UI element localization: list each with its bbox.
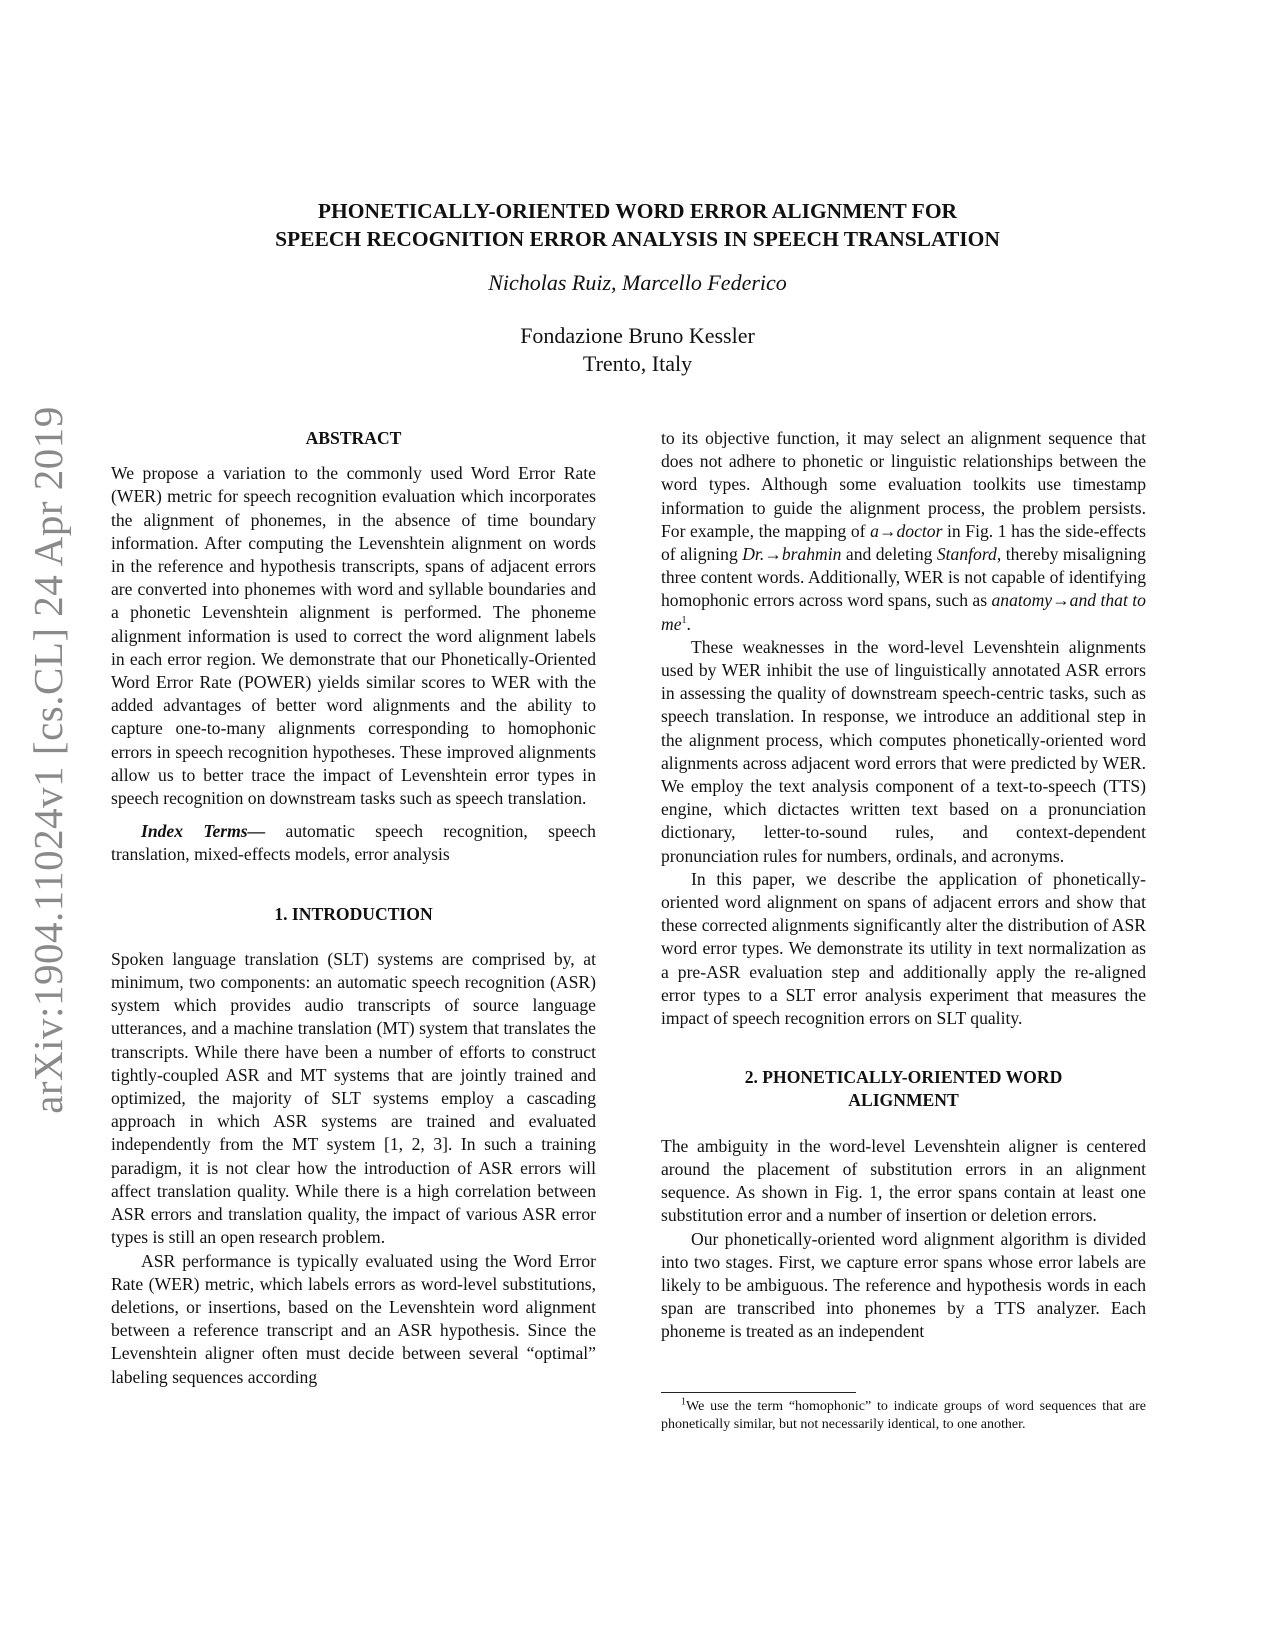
index-terms-text: automatic speech recognition, speech translation, mixed-effects models, error analysis	[111, 821, 596, 865]
footnote-reference[interactable]: 1	[681, 614, 687, 626]
intro-text-segment: in Fig. 1 has the side-effects of aligning	[661, 520, 1146, 565]
affiliation	[100, 322, 1175, 378]
intro-paragraph-3	[661, 427, 1146, 636]
abstract-text: We propose a variation to the commonly used Word Error Rate (WER) metric for speech recognition evaluation which incorporates the alignment of phonemes, in the absence of time boundary information. After computing the Levenshtein alignment on words in the reference and hypothesis transcripts, spans of adjacent errors are converted into phonemes with word and syllable boundaries and a phonetic Levenshtein alignment is performed. The phoneme alignment information is used to correct the word alignment labels in each error region. We demonstrate that our Phonetically-Oriented Word Error Rate (POWER) yields similar scores to WER with the added advantages of better word alignments and the ability to capture one-to-many alignments corresponding to homophonic errors in speech recognition hypotheses. These improved alignments allow us to better trace the impact of Levenshtein error types in speech recognition on downstream tasks such as speech translation.	[111, 463, 596, 809]
index-terms-label: Index Terms—	[141, 821, 266, 842]
affiliation-line-1: Fondazione Bruno Kessler	[520, 323, 755, 348]
affiliation-line-2: Trento, Italy	[582, 351, 693, 376]
example-stanford: Stanford	[936, 544, 997, 565]
arxiv-identifier: arXiv:1904.11024v1 [cs.CL] 24 Apr 2019	[25, 406, 72, 1114]
footnote	[661, 1398, 1146, 1434]
intro-text-segment: and deleting	[841, 544, 937, 565]
arxiv-identifier-stamp	[18, 400, 78, 1120]
intro-paragraph-4: These weaknesses in the word-level Levenshtein alignments used by WER inhibit the use of linguistically annotated ASR errors in assessing the quality of downstream speech-centric tasks, such as speech translation. In response, we introduce an additional step in the alignment process, which computes phonetically-oriented word alignments across adjacent word errors that were predicted by WER. We employ the text analysis component of a text-to-speech (TTS) engine, which dictactes written text based on a pronunciation dictionary, letter-to-sound rules, and context-dependent pronunciation rules for numbers, ordinals, and acronyms.	[661, 636, 1146, 866]
section-2-heading-line-2: ALIGNMENT	[848, 1090, 959, 1111]
example-dr-brahmin: Dr.→brahmin	[742, 544, 842, 565]
footnote-divider	[661, 1392, 856, 1393]
footnote-mark: 1	[681, 1396, 686, 1408]
right-column	[661, 427, 1146, 1344]
title-line-1: PHONETICALLY-ORIENTED WORD ERROR ALIGNMENT FOR	[317, 199, 958, 223]
index-terms	[111, 820, 596, 866]
section-2-heading-line-1: 2. PHONETICALLY-ORIENTED WORD	[744, 1067, 1063, 1088]
title-line-2: SPEECH RECOGNITION ERROR ANALYSIS IN SPEECH TRANSLATION	[275, 227, 1000, 251]
intro-paragraph-5: In this paper, we describe the application of phonetically-oriented word alignment on spans of adjacent errors and show that these corrected alignments significantly alter the distribution of ASR word error types. We demonstrate its utility in text normalization as a pre-ASR evaluation step and additionally apply the re-aligned error types to a SLT error analysis experiment that measures the impact of speech recognition errors on SLT quality.	[661, 868, 1146, 1029]
section-2-paragraph-1: The ambiguity in the word-level Levenshtein aligner is centered around the placement of substitution errors in an alignment sequence. As shown in Fig. 1, the error spans contain at least one substitution error and a number of insertion or deletion errors.	[661, 1135, 1146, 1226]
intro-text-segment: , thereby misaligning three content words. Additionally, WER is not capable of identifying homophonic errors across word spans, such as	[661, 544, 1146, 611]
author-list: Nicholas Ruiz, Marcello Federico	[488, 270, 787, 295]
footnote-text: We use the term “homophonic” to indicate groups of word sequences that are phonetically similar, but not necessarily identical, to one another.	[661, 1399, 1146, 1432]
section-2-paragraph-2: Our phonetically-oriented word alignment algorithm is divided into two stages. First, we capture error spans whose error labels are likely to be ambiguous. The reference and hypothesis words in each span are transcribed into phonemes by a TTS analyzer. Each phoneme is treated as an independent	[661, 1228, 1146, 1342]
left-column	[111, 427, 596, 1389]
section-2-heading	[661, 1066, 1146, 1112]
paper-title	[100, 197, 1175, 253]
example-a-doctor: a→doctor	[870, 520, 943, 541]
abstract-heading: ABSTRACT	[305, 428, 402, 448]
intro-text-segment: to its objective function, it may select an alignment sequence that does not adhere to phonetic or linguistic relationships between the word types. Although some evaluation toolkits use timestamp information to guide the alignment process, the problem persists. For example, the mapping of	[661, 428, 1146, 541]
section-1-heading: 1. INTRODUCTION	[274, 903, 433, 924]
intro-text-segment: .	[686, 613, 691, 634]
intro-paragraph-1: Spoken language translation (SLT) systems are comprised by, at minimum, two components: an automatic speech recognition (ASR) system which provides audio transcripts of source language utterances, and a machine translation (MT) system that translates the transcripts. While there have been a number of efforts to construct tightly-coupled ASR and MT systems that are jointly trained and optimized, the majority of SLT systems employ a cascading approach in which ASR systems are trained and evaluated independently from the MT system [1, 2, 3]. In such a training paradigm, it is not clear how the introduction of ASR errors will affect translation quality. While there is a high correlation between ASR errors and translation quality, the impact of various ASR error types is still an open research problem.	[111, 948, 596, 1248]
intro-paragraph-2: ASR performance is typically evaluated using the Word Error Rate (WER) metric, which labels errors as word-level substitutions, deletions, or insertions, based on the Levenshtein word alignment between a reference transcript and an ASR hypothesis. Since the Levenshtein aligner often must decide between several “optimal” labeling sequences according	[111, 1250, 596, 1387]
example-anatomy: anatomy→and that to me	[661, 590, 1146, 634]
